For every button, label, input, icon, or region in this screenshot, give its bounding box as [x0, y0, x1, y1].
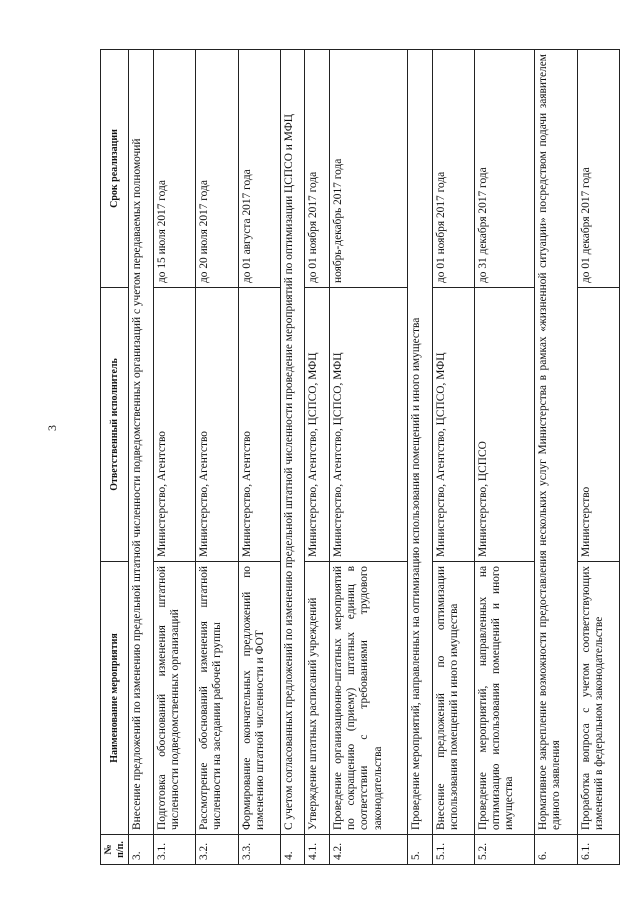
- header-num: № п/п.: [101, 835, 129, 865]
- measure-name: Внесение предложений по оптимизации использования помещений и иного имущества: [432, 562, 474, 835]
- section-text: Внесение предложений по изменению предельной штатной численности подведомственных организаций с учетом передаваемых полномочий: [129, 50, 154, 835]
- table-row: [330, 50, 408, 865]
- deadline: до 01 августа 2017 года: [238, 50, 280, 288]
- measure-name: Утверждение штатных расписаний учреждений: [305, 562, 330, 835]
- measure-name: Проведение мероприятий, направленных на оптимизацию использования помещений и иного имущества: [474, 562, 534, 835]
- deadline: до 15 июля 2017 года: [153, 50, 195, 288]
- header-deadline: Срок реализации: [101, 50, 129, 288]
- table-row: [153, 50, 195, 865]
- measure-name: Проработка вопроса с учетом соответствующих изменений в федеральном законодательстве: [577, 562, 619, 835]
- responsible-executor: Министерство, Агентство, ЦСПСО, МФЦ: [432, 288, 474, 562]
- measure-name: Проведение организационно-штатных мероприятий по сокращению (приему) штатных единиц в соответствии с требованиями трудового законодательства: [330, 562, 408, 835]
- section-text: С учетом согласованных предложений по изменению предельной штатной численности проведение мероприятий по оптимизации ЦСПСО и МФЦ: [280, 50, 305, 835]
- row-number: 3.2.: [196, 835, 238, 865]
- header-name: Наименование мероприятия: [101, 562, 129, 835]
- table-row: [577, 50, 619, 865]
- row-number: 6.1.: [577, 835, 619, 865]
- table-row: [305, 50, 330, 865]
- table-row: [129, 50, 154, 865]
- deadline: до 01 декабря 2017 года: [577, 50, 619, 288]
- table-row: [280, 50, 305, 865]
- page-number: 3: [45, 425, 59, 431]
- section-text: Нормативное закрепление возможности предоставления нескольких услуг Министерства в рамках «жизненной ситуации» посредством подачи заявителем единого заявления: [535, 50, 577, 835]
- responsible-executor: Министерство, Агентство, ЦСПСО, МФЦ: [305, 288, 330, 562]
- responsible-executor: Министерство, Агентство, ЦСПСО, МФЦ: [330, 288, 408, 562]
- header-executor: Ответственный исполнитель: [101, 288, 129, 562]
- responsible-executor: Министерство, ЦСПСО: [474, 288, 534, 562]
- table-row: [432, 50, 474, 865]
- section-text: Проведение мероприятий, направленных на оптимизацию использования помещений и иного имущества: [408, 50, 433, 835]
- row-number: 5.1.: [432, 835, 474, 865]
- measure-name: Подготовка обоснований изменения штатной численности подведомственных организаций: [153, 562, 195, 835]
- row-number: 5.2.: [474, 835, 534, 865]
- responsible-executor: Министерство, Агентство: [238, 288, 280, 562]
- deadline: до 01 ноября 2017 года: [432, 50, 474, 288]
- row-number: 6.: [535, 835, 577, 865]
- table-row: [408, 50, 433, 865]
- responsible-executor: Министерство, Агентство: [153, 288, 195, 562]
- measures-table: [100, 49, 620, 865]
- table-header-row: [101, 50, 129, 865]
- deadline: до 31 декабря 2017 года: [474, 50, 534, 288]
- table-row: [474, 50, 534, 865]
- table-row: [196, 50, 238, 865]
- responsible-executor: Министерство, Агентство: [196, 288, 238, 562]
- measure-name: Рассмотрение обоснований изменения штатной численности на заседании рабочей группы: [196, 562, 238, 835]
- table-row: [238, 50, 280, 865]
- deadline: до 01 ноября 2017 года: [305, 50, 330, 288]
- row-number: 4.: [280, 835, 305, 865]
- table-row: [535, 50, 577, 865]
- row-number: 5.: [408, 835, 433, 865]
- row-number: 3.1.: [153, 835, 195, 865]
- deadline: ноябрь-декабрь 2017 года: [330, 50, 408, 288]
- row-number: 4.2.: [330, 835, 408, 865]
- row-number: 3.: [129, 835, 154, 865]
- measures-table-wrapper: [100, 50, 620, 865]
- responsible-executor: Министерство: [577, 288, 619, 562]
- row-number: 3.3.: [238, 835, 280, 865]
- row-number: 4.1.: [305, 835, 330, 865]
- measure-name: Формирование окончательных предложений по изменению штатной численности и ФОТ: [238, 562, 280, 835]
- deadline: до 20 июля 2017 года: [196, 50, 238, 288]
